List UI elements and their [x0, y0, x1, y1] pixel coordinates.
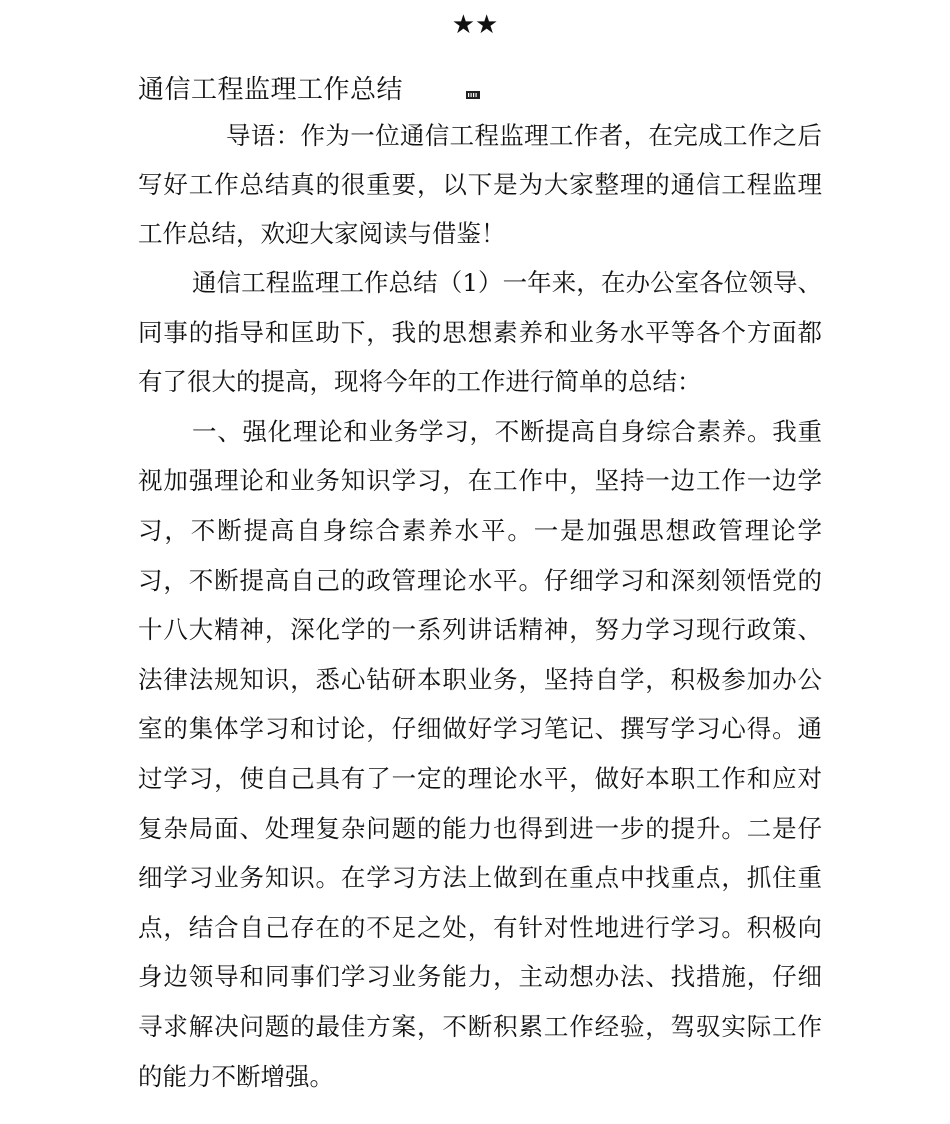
summary-paragraph-2: 一、强化理论和业务学习，不断提高自身综合素养。我重视加强理论和业务知识学习，在工作中，坚持一边工作一边学习，不断提高自身综合素养水平。一是加强思想政管理论学习，不断提高自己的政管理论水平。仔细学习和深刻领悟党的十八大精神，深化学的一系列讲话精神，努力学习现行政策、法律法规知识，悉心钻研本职业务，坚持自学，积极参加办公室的集体学习和讨论，仔细做好学习笔记、撰写学习心得。通过学习，使自己具有了一定的理论水平，做好本职工作和应对复杂局面、处理复杂问题的能力也得到进一步的提升。二是仔细学习业务知识。在学习方法上做到在重点中找重点，抓住重点，结合自己存在的不足之处，有针对性地进行学习。积极向身边领导和同事们学习业务能力，主动想办法、找措施，仔细寻求解决问题的最佳方案，不断积累工作经验，驾驭实际工作的能力不断增强。	[138, 416, 822, 1091]
summary-paragraph-1: 通信工程监理工作总结（1）一年来，在办公室各位领导、同事的指导和匡助下，我的思想素养和业务水平等各个方面都有了很大的提高，现将今年的工作进行简单的总结：	[138, 268, 822, 397]
document-title: 通信工程监理工作总结	[138, 75, 404, 105]
title-row	[138, 70, 822, 110]
intro-paragraph: 导语：作为一位通信工程监理工作者，在完成工作之后写好工作总结真的很重要，以下是为大家整理的通信工程监理工作总结，欢迎大家阅读与借鉴！	[138, 121, 822, 248]
small-barcode-icon	[466, 91, 480, 99]
document-body	[138, 70, 822, 1101]
header-stars: ★★	[451, 10, 499, 40]
